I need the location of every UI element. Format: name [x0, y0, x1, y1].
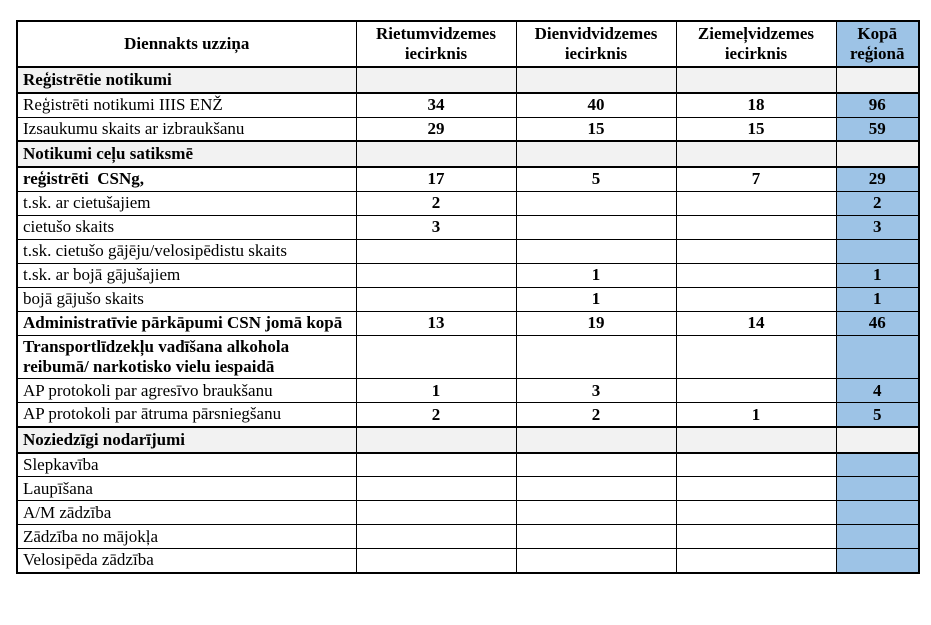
row-value-cell	[356, 239, 516, 263]
table-row	[17, 117, 919, 141]
table-row	[17, 191, 919, 215]
table-row	[17, 67, 919, 93]
row-value-cell	[516, 549, 676, 573]
table-row	[17, 141, 919, 167]
row-value-cell	[356, 141, 516, 167]
row-value-cell	[676, 239, 836, 263]
row-value-cell	[516, 427, 676, 453]
row-total-cell: 3	[836, 215, 919, 239]
row-value-cell: 5	[516, 167, 676, 191]
row-label: AP protokoli par agresīvo braukšanu	[17, 379, 356, 403]
row-label: Notikumi ceļu satiksmē	[17, 141, 356, 167]
row-label: reģistrēti CSNg,	[17, 167, 356, 191]
row-total-cell	[836, 525, 919, 549]
table-row	[17, 93, 919, 117]
row-label: Transportlīdzekļu vadīšana alkohola reibumā/ narkotisko vielu iespaidā	[17, 335, 356, 379]
table-row	[17, 287, 919, 311]
row-total-cell	[836, 477, 919, 501]
table-row	[17, 335, 919, 379]
table-row	[17, 239, 919, 263]
row-value-cell: 29	[356, 117, 516, 141]
table-row	[17, 477, 919, 501]
row-value-cell	[676, 215, 836, 239]
row-total-cell: 1	[836, 287, 919, 311]
table-row	[17, 379, 919, 403]
row-value-cell: 19	[516, 311, 676, 335]
row-total-cell: 29	[836, 167, 919, 191]
row-value-cell	[676, 427, 836, 453]
table-row	[17, 311, 919, 335]
row-total-cell	[836, 427, 919, 453]
row-value-cell	[516, 525, 676, 549]
row-value-cell: 2	[356, 403, 516, 427]
row-value-cell: 1	[516, 263, 676, 287]
row-value-cell	[676, 67, 836, 93]
row-value-cell: 15	[676, 117, 836, 141]
row-value-cell	[356, 453, 516, 477]
table-row	[17, 453, 919, 477]
row-value-cell	[676, 501, 836, 525]
row-value-cell: 15	[516, 117, 676, 141]
row-label: AP protokoli par ātruma pārsniegšanu	[17, 403, 356, 427]
column-header-diennakts-uzzina: Diennakts uzziņa	[17, 21, 356, 67]
row-label: cietušo skaits	[17, 215, 356, 239]
row-value-cell	[516, 67, 676, 93]
row-value-cell	[516, 477, 676, 501]
row-value-cell	[676, 525, 836, 549]
row-value-cell: 18	[676, 93, 836, 117]
row-total-cell	[836, 549, 919, 573]
row-label: Slepkavība	[17, 453, 356, 477]
row-value-cell: 17	[356, 167, 516, 191]
row-value-cell: 2	[356, 191, 516, 215]
row-value-cell	[516, 335, 676, 379]
row-value-cell: 3	[516, 379, 676, 403]
row-label: Reģistrētie notikumi	[17, 67, 356, 93]
row-value-cell	[676, 477, 836, 501]
row-label: Zādzība no mājokļa	[17, 525, 356, 549]
row-label: Noziedzīgi nodarījumi	[17, 427, 356, 453]
column-header-kopa-regiona: Kopā reģionā	[836, 21, 919, 67]
row-label: Laupīšana	[17, 477, 356, 501]
row-value-cell	[356, 549, 516, 573]
row-label: bojā gājušo skaits	[17, 287, 356, 311]
daily-report-table	[16, 20, 920, 574]
row-value-cell: 1	[516, 287, 676, 311]
row-total-cell: 4	[836, 379, 919, 403]
table-row	[17, 427, 919, 453]
row-value-cell	[676, 191, 836, 215]
row-label: Izsaukumu skaits ar izbraukšanu	[17, 117, 356, 141]
row-value-cell	[676, 263, 836, 287]
row-total-cell	[836, 335, 919, 379]
row-value-cell: 14	[676, 311, 836, 335]
column-header-rietumvidzemes-iecirknis: Rietumvidzemes iecirknis	[356, 21, 516, 67]
row-label: Velosipēda zādzība	[17, 549, 356, 573]
header-row	[17, 21, 919, 67]
row-value-cell	[676, 287, 836, 311]
row-value-cell	[516, 191, 676, 215]
row-value-cell	[676, 141, 836, 167]
table-row	[17, 263, 919, 287]
row-value-cell	[516, 453, 676, 477]
row-value-cell	[356, 67, 516, 93]
row-label: Administratīvie pārkāpumi CSN jomā kopā	[17, 311, 356, 335]
row-value-cell	[356, 525, 516, 549]
row-label: Reģistrēti notikumi IIIS ENŽ	[17, 93, 356, 117]
column-header-dienvidvidzemes-iecirknis: Dienvidvidzemes iecirknis	[516, 21, 676, 67]
row-value-cell	[676, 549, 836, 573]
row-value-cell: 1	[356, 379, 516, 403]
row-total-cell	[836, 501, 919, 525]
row-label: t.sk. cietušo gājēju/velosipēdistu skaits	[17, 239, 356, 263]
table-row	[17, 549, 919, 573]
table-row	[17, 501, 919, 525]
row-total-cell: 46	[836, 311, 919, 335]
row-value-cell	[356, 287, 516, 311]
table-row	[17, 215, 919, 239]
row-value-cell: 40	[516, 93, 676, 117]
row-value-cell: 2	[516, 403, 676, 427]
row-value-cell: 3	[356, 215, 516, 239]
row-label: t.sk. ar bojā gājušajiem	[17, 263, 356, 287]
row-value-cell	[356, 427, 516, 453]
row-value-cell	[356, 477, 516, 501]
row-total-cell: 2	[836, 191, 919, 215]
row-value-cell: 1	[676, 403, 836, 427]
row-value-cell	[356, 335, 516, 379]
row-value-cell	[676, 453, 836, 477]
row-value-cell	[356, 263, 516, 287]
row-total-cell	[836, 67, 919, 93]
row-label: t.sk. ar cietušajiem	[17, 191, 356, 215]
row-label: A/M zādzība	[17, 501, 356, 525]
row-value-cell	[356, 501, 516, 525]
row-total-cell: 5	[836, 403, 919, 427]
row-value-cell	[676, 379, 836, 403]
row-value-cell	[516, 239, 676, 263]
row-value-cell	[676, 335, 836, 379]
column-header-ziemelvidzemes-iecirknis: Ziemeļvidzemes iecirknis	[676, 21, 836, 67]
table-row	[17, 525, 919, 549]
row-total-cell: 59	[836, 117, 919, 141]
table-row	[17, 403, 919, 427]
row-value-cell: 7	[676, 167, 836, 191]
row-value-cell	[516, 501, 676, 525]
row-total-cell	[836, 141, 919, 167]
row-value-cell: 13	[356, 311, 516, 335]
row-value-cell: 34	[356, 93, 516, 117]
row-total-cell	[836, 453, 919, 477]
row-value-cell	[516, 215, 676, 239]
row-total-cell: 1	[836, 263, 919, 287]
row-value-cell	[516, 141, 676, 167]
row-total-cell	[836, 239, 919, 263]
table-row	[17, 167, 919, 191]
row-total-cell: 96	[836, 93, 919, 117]
